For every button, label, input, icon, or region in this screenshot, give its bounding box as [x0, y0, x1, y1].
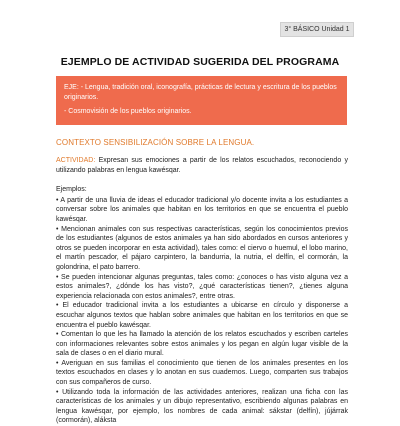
axis-line-1: EJE: - Lengua, tradición oral, iconografía, prácticas de lectura y escritura de los pueblos [64, 84, 337, 91]
bullet-3: • Se pueden intencionar algunas preguntas, tales como: ¿conoces o has visto alguna vez a estos animales?, ¿dónde los has visto?, ¿qué características tienen?, ¿tienes alguna experiencia relacionada con estos animales?, entre otras. [56, 273, 348, 300]
bullet-1: • A partir de una lluvia de ideas el educador tradicional y/o docente invita a los estudiantes a conversar sobre los animales que habitan en los territorios en que se encuentra el pueblo kawésqar. [56, 196, 348, 223]
activity-label: ACTIVIDAD: [56, 157, 96, 164]
activity-text: Expresan sus emociones a partir de los relatos escuchados, reconociendo y utilizando palabras en lengua kawésqar. [56, 157, 348, 174]
bullet-2: • Mencionan animales con sus respectivas características, según los conocimientos previos de los estudiantes (algunos de estos animales ya han sido abordados en cursos anteriores y otros se pueden incorporar en esta actividad), tales como: el ciervo o huemul, el lobo marino, el martín pescador, el pájaro carpintero, la bandurria, la nutria, el delfín, el cormorán, la golondrina, el pato barrero. [56, 225, 348, 271]
bullet-5: • Comentan lo que les ha llamado la atención de los relatos escuchados y escriben carteles con informaciones relevantes sobre estos animales y los pegan en algún lugar visible de la sala de clases o en el diario mural. [56, 331, 348, 358]
axis-line-3: - Cosmovisión de los pueblos originarios. [64, 108, 192, 115]
bullet-4: • El educador tradicional invita a los estudiantes a ubicarse en círculo y disponerse a escuchar algunos textos que hablan sobre animales que habitan en los territorios en que se encuentra el pueblo kawésqar. [56, 302, 348, 329]
document-body [56, 156, 348, 426]
activity-paragraph [56, 156, 348, 175]
axis-line-2: originarios. [64, 93, 99, 101]
section-title: CONTEXTO SENSIBILIZACIÓN SOBRE LA LENGUA. [56, 138, 255, 147]
bullet-6: • Averiguan en sus familias el conocimiento que tienen de los animales presentes en los textos escuchados en clases y lo anotan en sus cuadernos. Luego, comparten sus trabajos con sus compañeros de curso. [56, 359, 348, 387]
axis-box [56, 76, 347, 125]
page-title: EJEMPLO DE ACTIVIDAD SUGERIDA DEL PROGRAMA [60, 56, 340, 68]
examples-label: Ejemplos: [56, 186, 87, 194]
unit-tab: 3° BÁSICO Unidad 1 [280, 22, 354, 37]
bullet-7: • Utilizando toda la información de las actividades anteriores, realizan una ficha con las características de los animales y un dibujo representativo, escribiendo algunas palabras en lengua kawésqar, por ejemplo, los nombres de cada animal: sákstar (delfín), jújárrak (cormorán), aláksta [56, 388, 348, 425]
